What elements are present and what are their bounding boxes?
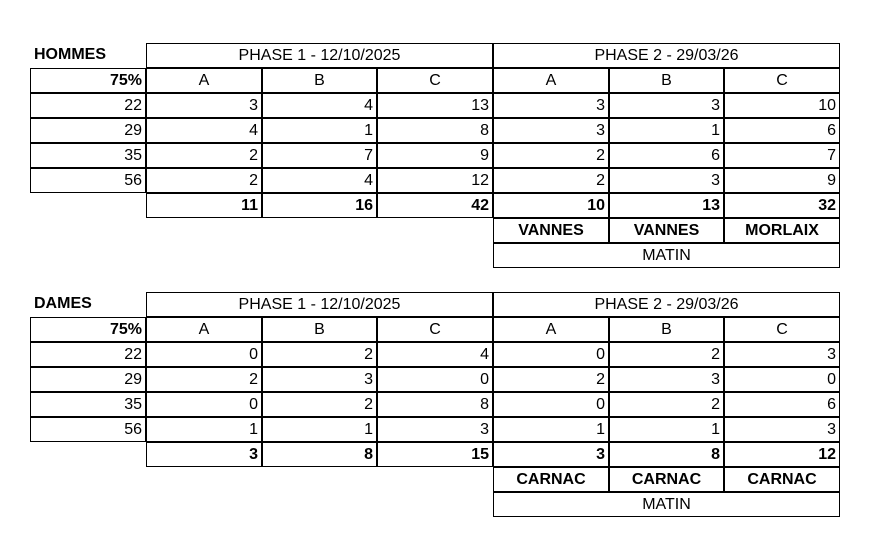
session-label: MATIN (493, 492, 840, 517)
location-cell: VANNES (493, 218, 609, 243)
table-cell: 0 (493, 392, 609, 417)
table-cell: 7 (724, 143, 840, 168)
row-label: 29 (30, 367, 146, 392)
table-cell: 0 (493, 342, 609, 367)
location-cell: CARNAC (609, 467, 724, 492)
total-cell: 8 (609, 442, 724, 467)
group-header: B (262, 68, 377, 93)
total-cell: 42 (377, 193, 493, 218)
total-cell: 32 (724, 193, 840, 218)
table-cell: 4 (262, 93, 377, 118)
group-header: C (377, 68, 493, 93)
table-cell: 2 (146, 143, 262, 168)
total-cell: 8 (262, 442, 377, 467)
table-cell: 2 (262, 392, 377, 417)
table-cell: 1 (493, 417, 609, 442)
row-label: 35 (30, 392, 146, 417)
total-cell: 12 (724, 442, 840, 467)
table-cell: 1 (262, 417, 377, 442)
table-title: DAMES (34, 295, 92, 312)
table-cell: 2 (493, 143, 609, 168)
row-label: 56 (30, 417, 146, 442)
table-cell: 1 (609, 417, 724, 442)
location-cell: CARNAC (493, 467, 609, 492)
percentage-label: 75% (30, 317, 146, 342)
table-cell: 4 (377, 342, 493, 367)
group-header: A (146, 317, 262, 342)
table-cell: 1 (609, 118, 724, 143)
table-cell: 8 (377, 118, 493, 143)
table-title: HOMMES (34, 46, 106, 63)
table-cell: 2 (609, 342, 724, 367)
table-cell: 9 (724, 168, 840, 193)
table-cell: 3 (377, 417, 493, 442)
table-cell: 3 (724, 417, 840, 442)
table-cell: 1 (262, 118, 377, 143)
group-header: A (493, 317, 609, 342)
total-cell: 11 (146, 193, 262, 218)
total-cell: 15 (377, 442, 493, 467)
group-header: C (724, 68, 840, 93)
table-cell: 3 (146, 93, 262, 118)
table-cell: 2 (609, 392, 724, 417)
table-cell: 6 (609, 143, 724, 168)
location-cell: CARNAC (724, 467, 840, 492)
total-cell: 3 (146, 442, 262, 467)
phase-header: PHASE 1 - 12/10/2025 (146, 43, 493, 68)
table-cell: 6 (724, 392, 840, 417)
phase-header: PHASE 2 - 29/03/26 (493, 292, 840, 317)
table-cell: 8 (377, 392, 493, 417)
table-cell: 0 (377, 367, 493, 392)
table-cell: 4 (146, 118, 262, 143)
table-cell: 12 (377, 168, 493, 193)
phase-header: PHASE 1 - 12/10/2025 (146, 292, 493, 317)
row-label: 22 (30, 93, 146, 118)
total-cell: 16 (262, 193, 377, 218)
table-cell: 3 (609, 168, 724, 193)
phase-header: PHASE 2 - 29/03/26 (493, 43, 840, 68)
group-header: A (493, 68, 609, 93)
row-label: 29 (30, 118, 146, 143)
percentage-label: 75% (30, 68, 146, 93)
table-cell: 0 (146, 392, 262, 417)
group-header: C (724, 317, 840, 342)
table-cell: 10 (724, 93, 840, 118)
table-cell: 1 (146, 417, 262, 442)
row-label: 56 (30, 168, 146, 193)
location-cell: VANNES (609, 218, 724, 243)
table-cell: 3 (609, 93, 724, 118)
group-header: A (146, 68, 262, 93)
group-header: B (609, 68, 724, 93)
table-cell: 0 (146, 342, 262, 367)
table-cell: 7 (262, 143, 377, 168)
total-cell: 13 (609, 193, 724, 218)
row-label: 35 (30, 143, 146, 168)
table-cell: 3 (493, 118, 609, 143)
table-cell: 13 (377, 93, 493, 118)
table-cell: 6 (724, 118, 840, 143)
group-header: B (262, 317, 377, 342)
location-cell: MORLAIX (724, 218, 840, 243)
table-cell: 2 (146, 168, 262, 193)
table-cell: 9 (377, 143, 493, 168)
table-cell: 2 (262, 342, 377, 367)
table-cell: 2 (493, 367, 609, 392)
table-cell: 3 (262, 367, 377, 392)
session-label: MATIN (493, 243, 840, 268)
total-cell: 10 (493, 193, 609, 218)
table-cell: 3 (609, 367, 724, 392)
group-header: C (377, 317, 493, 342)
row-label: 22 (30, 342, 146, 367)
table-cell: 4 (262, 168, 377, 193)
group-header: B (609, 317, 724, 342)
table-cell: 2 (146, 367, 262, 392)
table-cell: 3 (493, 93, 609, 118)
total-cell: 3 (493, 442, 609, 467)
table-cell: 2 (493, 168, 609, 193)
table-cell: 0 (724, 367, 840, 392)
table-cell: 3 (724, 342, 840, 367)
